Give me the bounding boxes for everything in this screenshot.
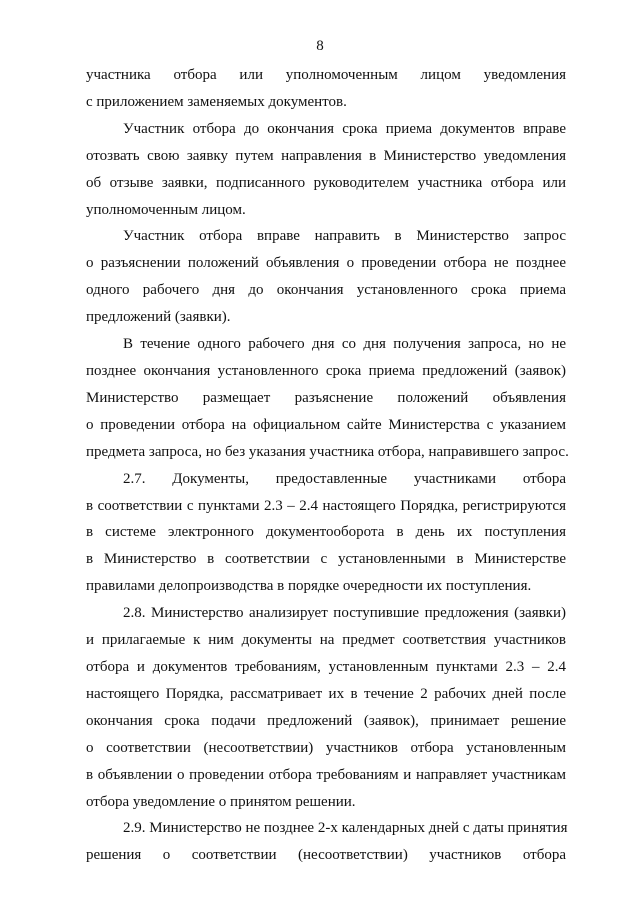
text-line: отозвать свою заявку путем направления в Министерство уведомления xyxy=(86,148,566,164)
text-line: одного рабочего дня до окончания установленного срока приема xyxy=(86,282,566,298)
text-line: правилами делопроизводства в порядке очередности их поступления. xyxy=(86,578,532,594)
text-line: предложений (заявки). xyxy=(86,309,231,325)
text-line: в Министерство в соответствии с установленными в Министерстве xyxy=(86,551,566,567)
text-line: отбора уведомление о принятом решении. xyxy=(86,794,356,810)
paragraph-first-line: 2.9. Министерство не позднее 2-х календарных дней с даты принятия xyxy=(123,820,568,836)
text-line: с приложением заменяемых документов. xyxy=(86,94,347,110)
text-line: о соответствии (несоответствии) участников отбора установленным xyxy=(86,740,566,756)
text-line: позднее окончания установленного срока приема предложений (заявок) xyxy=(86,363,566,379)
paragraph-first-line: Участник отбора до окончания срока приема документов вправе xyxy=(123,121,566,137)
text-line: и прилагаемые к ним документы на предмет соответствия участников xyxy=(86,632,566,648)
text-line: окончания срока подачи предложений (заявок), принимает решение xyxy=(86,713,566,729)
text-line: уполномоченным лицом. xyxy=(86,202,246,218)
paragraph-first-line: Участник отбора вправе направить в Министерство запрос xyxy=(123,228,566,244)
text-line: предмета запроса, но без указания участника отбора, направившего запрос. xyxy=(86,444,569,460)
text-line: об отзыве заявки, подписанного руководителем участника отбора или xyxy=(86,175,566,191)
paragraph-first-line: В течение одного рабочего дня со дня получения запроса, но не xyxy=(123,336,566,352)
paragraph-first-line: 2.8. Министерство анализирует поступившие предложения (заявки) xyxy=(123,605,566,621)
text-line: Министерство размещает разъяснение положений объявления xyxy=(86,390,566,406)
text-line: настоящего Порядка, рассматривает их в течение 2 рабочих дней после xyxy=(86,686,566,702)
page-number: 8 xyxy=(316,38,324,54)
text-line: решения о соответствии (несоответствии) участников отбора xyxy=(86,847,566,863)
text-line: о разъяснении положений объявления о проведении отбора не позднее xyxy=(86,255,566,271)
text-line: в соответствии с пунктами 2.3 – 2.4 настоящего Порядка, регистрируются xyxy=(86,498,566,514)
paragraph-first-line: 2.7. Документы, предоставленные участниками отбора xyxy=(123,471,566,487)
text-line: отбора и документов требованиям, установленным пунктами 2.3 – 2.4 xyxy=(86,659,566,675)
text-line: участника отбора или уполномоченным лицом уведомления xyxy=(86,67,566,83)
text-line: о проведении отбора на официальном сайте Министерства с указанием xyxy=(86,417,566,433)
text-line: в объявлении о проведении отбора требованиям и направляет участникам xyxy=(86,767,566,783)
text-line: в системе электронного документооборота в день их поступления xyxy=(86,524,566,540)
